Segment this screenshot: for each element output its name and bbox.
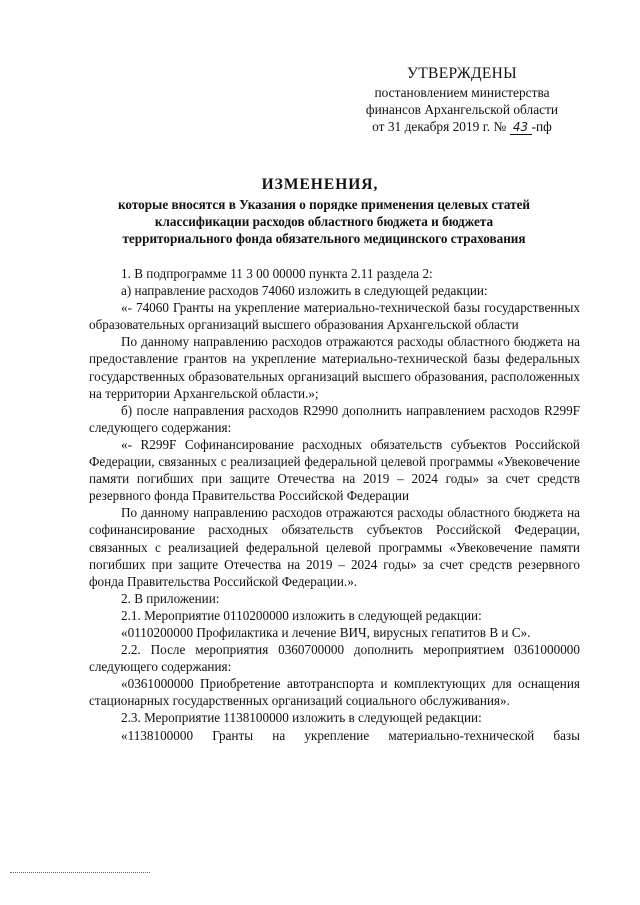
subtitle-line: классификации расходов областного бюджета и бюджета xyxy=(154,214,494,229)
body-paragraph: «0110200000 Профилактика и лечение ВИЧ, вирусных гепатитов В и С». xyxy=(121,624,531,640)
document-title: ИЗМЕНЕНИЯ, xyxy=(261,176,379,193)
body-paragraph: а) направление расходов 74060 изложить в следующей редакции: xyxy=(121,283,488,299)
approval-handwritten-number: 43 xyxy=(510,121,532,135)
body-paragraph: 2. В приложении: xyxy=(121,590,220,606)
body-paragraph: «- R299F Софинансирование расходных обязательств субъектов Российской Федерации, связанных с реализацией федеральной целевой программы «Увековечение памяти погибших при защите Отечества на 2019 – 2024 годы» за счет средств резервного фонда Правительства Российской Федерации xyxy=(89,436,580,504)
body-paragraph: 2.3. Мероприятие 1138100000 изложить в следующей редакции: xyxy=(121,710,482,726)
approval-date-line xyxy=(352,118,572,135)
body-paragraph: По данному направлению расходов отражаются расходы областного бюджета на предоставление грантов на укрепление материально-технической базы федеральных государственных образовательных организаций высшего образования, расположенных на территории Архангельской области.»; xyxy=(89,334,580,401)
scan-edge-mark xyxy=(10,872,150,873)
body-paragraph: б) после направления расходов R2990 дополнить направлением расходов R299F следующего содержания: xyxy=(89,402,580,435)
approval-line-1: постановлением министерства xyxy=(374,85,550,100)
body-paragraph: «0361000000 Приобретение автотранспорта и комплектующих для оснащения стационарных государственных организаций социального обслуживания». xyxy=(89,676,580,709)
body-paragraph: «1138100000 Гранты на укрепление материально-технической базы xyxy=(121,727,580,743)
approval-date-suffix: -пф xyxy=(531,119,552,134)
subtitle-line: которые вносятся в Указания о порядке применения целевых статей xyxy=(117,197,531,212)
body-paragraph: «- 74060 Гранты на укрепление материально-технической базы государственных образовательных организаций высшего образования Архангельской области xyxy=(89,300,580,333)
approval-stamp xyxy=(352,64,572,135)
approval-title: УТВЕРЖДЕНЫ xyxy=(407,65,517,82)
body-paragraph: По данному направлению расходов отражаются расходы областного бюджета на софинансирование расходных обязательств субъектов Российской Федерации, связанных с реализацией федеральной целевой программы «Увековечение памяти погибших при защите Отечества на 2019 – 2024 годы» за счет средств резервного фонда Правительства Российской Федерации.». xyxy=(89,505,580,589)
body-paragraph: 2.2. После мероприятия 0360700000 дополнить мероприятием 0361000000 следующего содержания: xyxy=(89,642,580,675)
approval-line-2: финансов Архангельской области xyxy=(365,102,559,117)
subtitle-line: территориального фонда обязательного медицинского страхования xyxy=(122,231,526,246)
document-body xyxy=(89,265,580,744)
document-subtitle xyxy=(80,196,568,247)
approval-date-prefix: от 31 декабря 2019 г. № xyxy=(372,119,507,134)
body-paragraph: 2.1. Мероприятие 0110200000 изложить в следующей редакции: xyxy=(121,607,482,623)
body-paragraph: 1. В подпрограмме 11 3 00 00000 пункта 2.11 раздела 2: xyxy=(121,266,433,281)
